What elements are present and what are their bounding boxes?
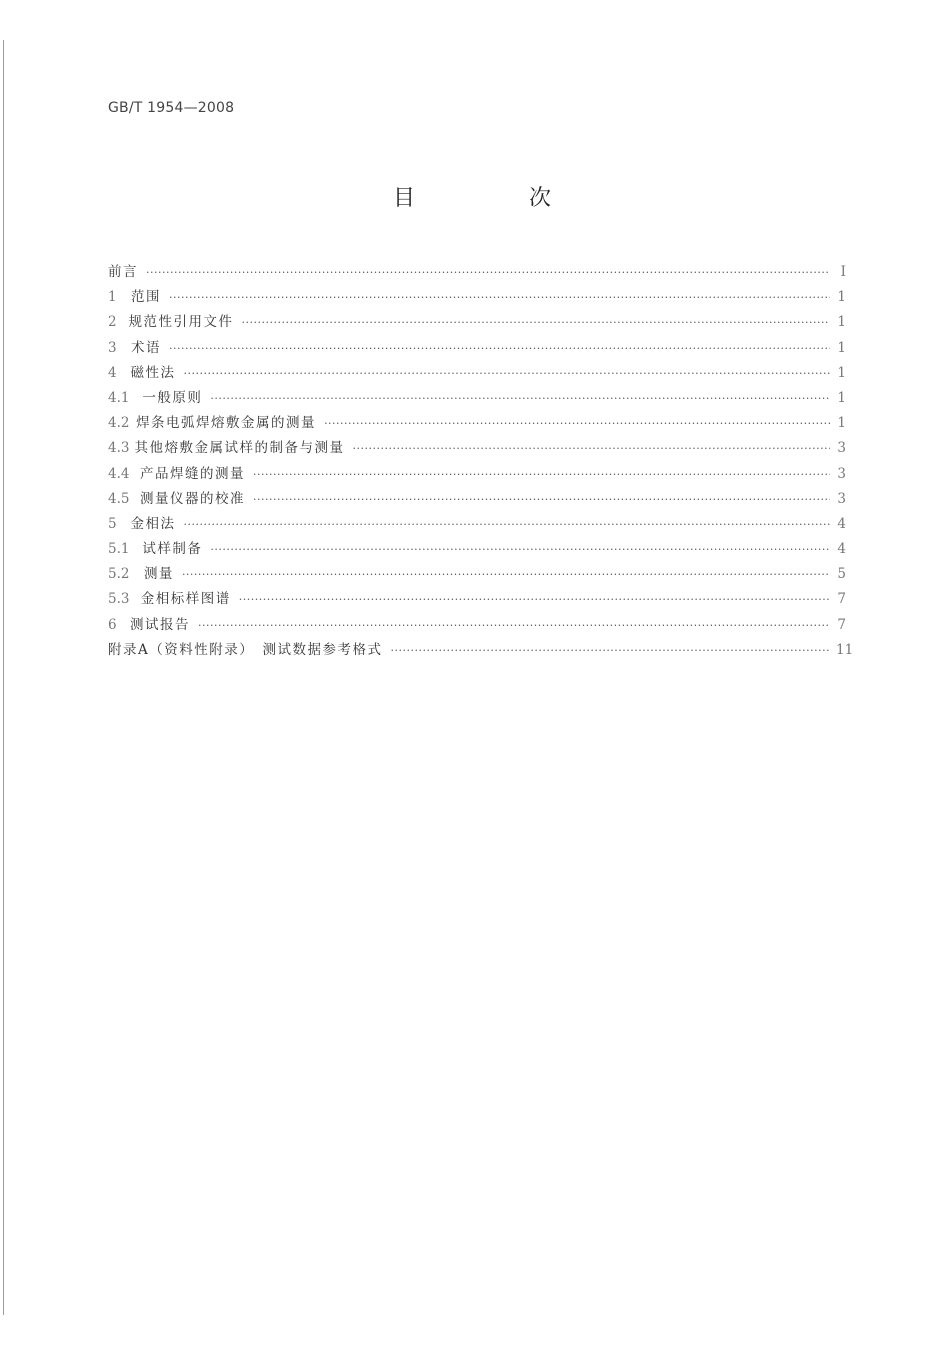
toc-entry-page: 7 [837,591,846,608]
toc-leader-dots [210,537,830,562]
toc-leader-dots [253,487,830,512]
toc-entry-page: 1 [837,314,846,331]
toc-entry-number: 4.5 [108,490,130,507]
toc-leader-dots [182,562,830,587]
toc-entry-2[interactable] [108,310,846,335]
toc-entry-4-2[interactable] [108,411,846,436]
toc-entry-text: 试样制备 [142,541,203,558]
toc-leader-dots [242,310,831,335]
toc-entry-page: 11 [836,641,854,658]
toc-entry-page: 3 [837,440,846,457]
toc-leader-dots [184,512,830,537]
toc-entry-page: 1 [837,289,846,306]
toc-entry-text: 金相标样图谱 [140,591,231,608]
toc-entry-text: 附录A（资料性附录） 测试数据参考格式 [108,641,383,658]
toc-entry-text: 测试报告 [130,616,191,633]
page-edge-line [3,40,4,1315]
toc-entry-number: 1 [108,289,117,306]
toc-leader-dots [239,587,830,612]
toc-entry-text: 磁性法 [130,364,176,381]
table-of-contents [108,260,854,663]
toc-entry-1[interactable] [108,285,846,310]
toc-leader-dots [352,436,830,461]
standard-code: GB/T 1954—2008 [108,100,235,116]
toc-entry-6[interactable] [108,613,846,638]
toc-entry-number: 4.3 [108,440,130,457]
toc-leader-dots [324,411,830,436]
toc-entry-number: 5 [108,515,117,532]
toc-entry-number: 4.4 [108,465,130,482]
toc-entry-number: 6 [108,616,117,633]
toc-entry-page: 1 [837,389,846,406]
toc-entry-5-3[interactable] [108,587,846,612]
toc-entry-number: 3 [108,339,117,356]
toc-entry-4-3[interactable] [108,436,846,461]
toc-entry-page: 1 [837,415,846,432]
toc-entry-text: 产品焊缝的测量 [140,465,245,482]
toc-entry-text: 前言 [108,264,138,280]
toc-entry-foreword[interactable] [108,260,846,285]
toc-entry-5-1[interactable] [108,537,846,562]
toc-entry-page: 3 [837,465,846,482]
toc-entry-page: I [840,264,846,280]
toc-entry-annex-a[interactable] [108,638,854,663]
toc-title: 目 次 [392,186,597,211]
toc-entry-number: 4 [108,364,117,381]
toc-leader-dots [184,361,830,386]
toc-entry-text: 术语 [131,339,162,356]
toc-entry-text: 范围 [131,289,162,306]
toc-entry-text: 一般原则 [142,389,203,406]
toc-entry-page: 4 [837,515,846,532]
toc-entry-page: 1 [837,364,846,381]
toc-entry-5-2[interactable] [108,562,846,587]
toc-entry-text: 焊条电弧焊熔敷金属的测量 [136,415,317,432]
toc-entry-3[interactable] [108,336,846,361]
toc-entry-page: 5 [837,566,846,583]
toc-entry-4[interactable] [108,361,846,386]
toc-leader-dots [146,260,830,285]
toc-leader-dots [169,285,830,310]
toc-leader-dots [169,336,830,361]
toc-entry-number: 5.2 [108,566,130,583]
toc-entry-number: 5.1 [108,541,130,558]
toc-entry-text: 测量仪器的校准 [140,490,245,507]
toc-entry-text: 金相法 [130,515,176,532]
toc-leader-dots [198,613,830,638]
toc-entry-number: 5.3 [108,591,130,608]
toc-leader-dots [391,638,831,663]
toc-entry-4-4[interactable] [108,462,846,487]
toc-entry-number: 4.1 [108,389,130,406]
toc-entry-page: 1 [837,339,846,356]
toc-entry-5[interactable] [108,512,846,537]
toc-entry-4-5[interactable] [108,487,846,512]
toc-entry-number: 2 [108,314,117,331]
toc-leader-dots [210,386,830,411]
toc-entry-text: 规范性引用文件 [128,314,234,331]
toc-entry-number: 4.2 [108,415,130,432]
toc-entry-text: 测量 [143,566,174,583]
toc-entry-page: 4 [837,541,846,558]
toc-entry-4-1[interactable] [108,386,846,411]
toc-entry-page: 3 [837,490,846,507]
toc-leader-dots [253,462,830,487]
toc-entry-page: 7 [837,616,846,633]
toc-entry-text: 其他熔敷金属试样的制备与测量 [134,440,345,457]
